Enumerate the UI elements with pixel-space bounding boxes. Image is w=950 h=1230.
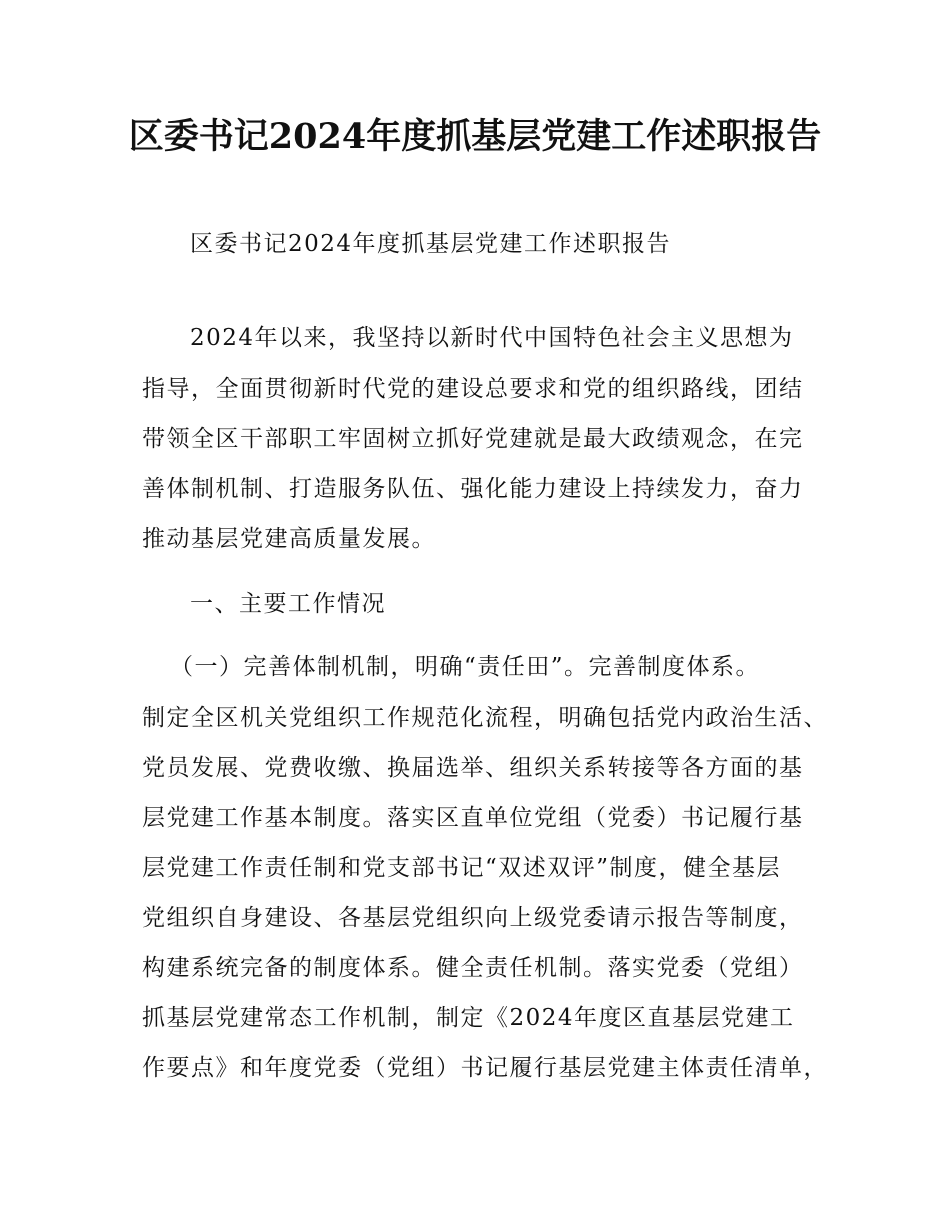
paragraph-heading-line: 区委书记2024年度抓基层党建工作述职报告 [190,231,672,257]
document-title: 区委书记2024年度抓基层党建工作述职报告 [128,116,822,157]
paragraph-line: 带领全区干部职工牢固树立抓好党建就是最大政绩观念，在完 [142,426,804,452]
paragraph-line: 制定全区机关党组织工作规范化流程，明确包括党内政治生活、 [142,705,828,731]
paragraph-line: 层党建工作责任制和党支部书记“双述双评”制度，健全基层 [142,855,782,881]
paragraph-line: 抓基层党建常态工作机制，制定《2024年度区直基层党建工 [142,1005,795,1031]
paragraph-line: 善体制机制、打造服务队伍、强化能力建设上持续发力，奋力 [142,476,804,502]
paragraph-line: 层党建工作基本制度。落实区直单位党组（党委）书记履行基 [142,805,804,831]
section-heading: 一、主要工作情况 [190,591,386,617]
paragraph-line: 2024年以来，我坚持以新时代中国特色社会主义思想为 [190,325,794,351]
paragraph-line: 党组织自身建设、各基层党组织向上级党委请示报告等制度， [142,905,804,931]
paragraph-line: 党员发展、党费收缴、换届选举、组织关系转接等各方面的基 [142,755,804,781]
paragraph-line: 指导，全面贯彻新时代党的建设总要求和党的组织路线，团结 [142,376,804,402]
paragraph-line: 构建系统完备的制度体系。健全责任机制。落实党委（党组） [142,955,804,981]
paragraph-line: （一）完善体制机制，明确“责任田”。完善制度体系。 [170,654,761,680]
paragraph-line: 作要点》和年度党委（党组）书记履行基层党建主体责任清单， [142,1055,828,1081]
paragraph-line: 推动基层党建高质量发展。 [142,526,436,552]
